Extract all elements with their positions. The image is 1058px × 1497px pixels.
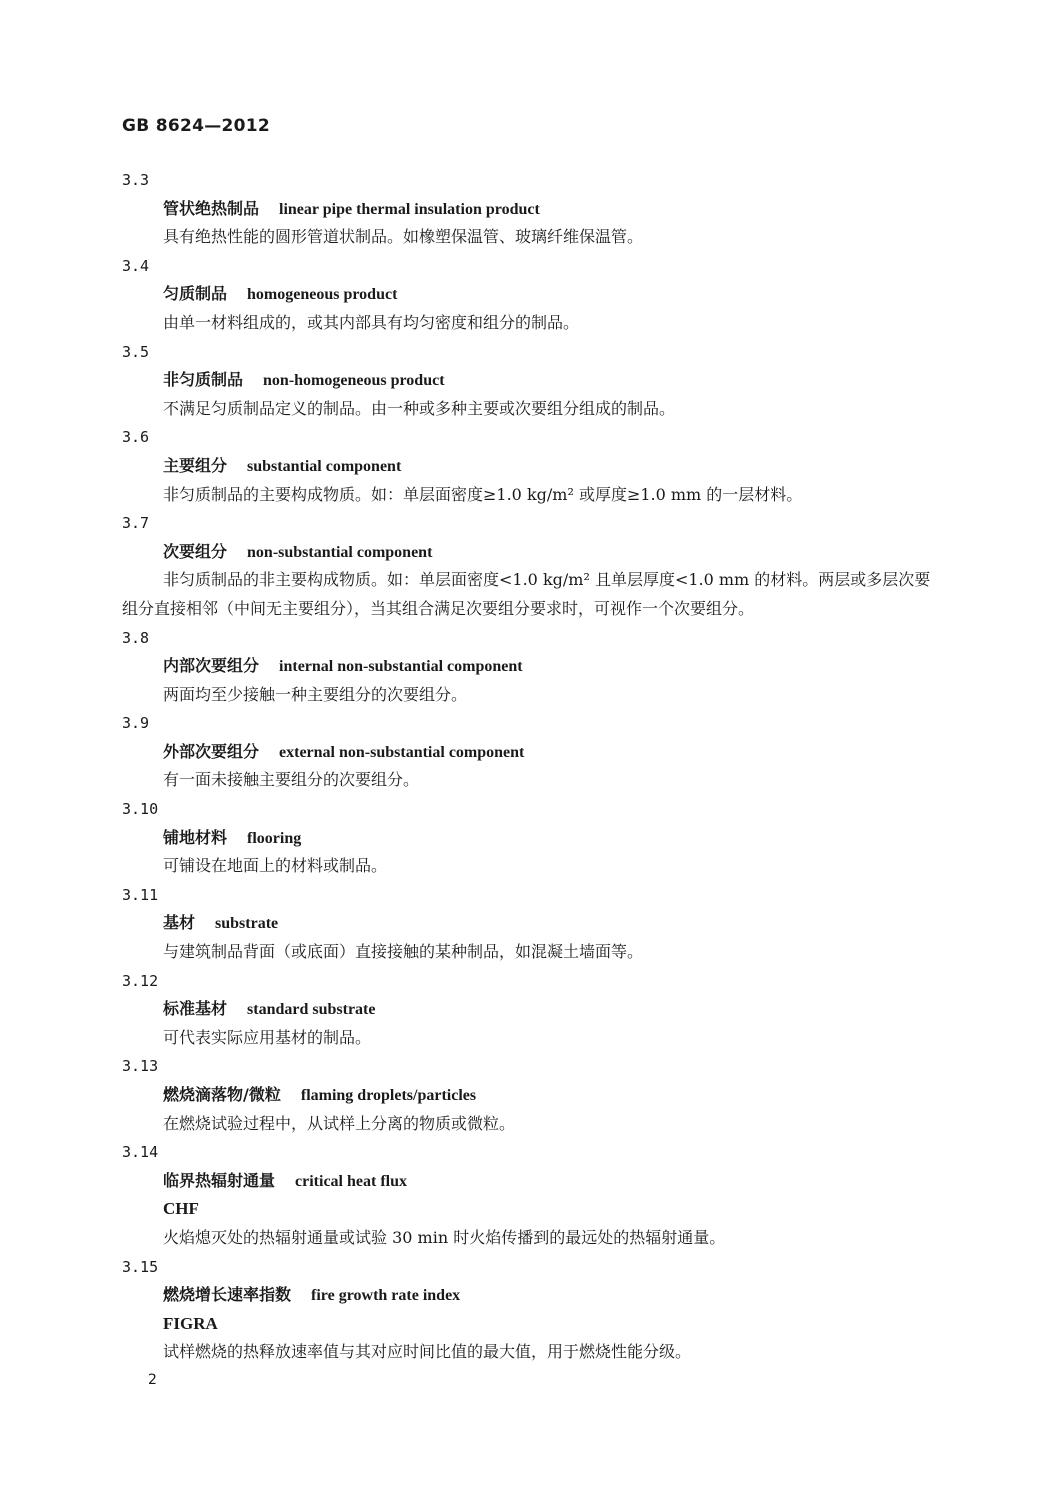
term-en: internal non-substantial component — [279, 658, 523, 676]
clause-number: 3.4 — [122, 256, 150, 275]
term-entry — [0, 423, 1058, 509]
clause-number: 3.9 — [122, 714, 150, 733]
term-heading — [163, 995, 1058, 1024]
term-entry — [0, 967, 1058, 1053]
clause-number: 3.11 — [122, 885, 159, 904]
term-heading — [163, 195, 1058, 224]
term-en: substrate — [215, 915, 279, 933]
term-en: flooring — [247, 829, 302, 847]
term-heading — [163, 1281, 1058, 1310]
term-en: critical heat flux — [295, 1172, 407, 1190]
page-number: 2 — [148, 1372, 157, 1388]
term-heading — [163, 909, 1058, 938]
term-heading — [163, 824, 1058, 853]
term-definition: 非匀质制品的主要构成物质。如：单层面密度≥1.0 kg/m² 或厚度≥1.0 mm 的一层材料。 — [163, 484, 803, 504]
term-zh: 基材 — [163, 913, 196, 933]
term-en: non-substantial component — [247, 543, 433, 561]
term-zh: 燃烧增长速率指数 — [163, 1285, 292, 1305]
term-heading — [163, 1081, 1058, 1110]
clause-number: 3.10 — [122, 800, 159, 819]
term-zh: 标准基材 — [163, 999, 228, 1019]
term-heading — [163, 738, 1058, 767]
term-entry — [0, 881, 1058, 967]
clause-number: 3.5 — [122, 342, 150, 361]
term-en: non-homogeneous product — [263, 372, 445, 390]
clause-number: 3.6 — [122, 428, 150, 447]
term-abbreviation: CHF — [163, 1199, 199, 1219]
clause-number: 3.3 — [122, 171, 150, 189]
term-entry — [0, 1253, 1058, 1367]
term-zh: 铺地材料 — [163, 827, 228, 847]
term-zh: 管状绝热制品 — [163, 198, 260, 218]
term-definition: 可铺设在地面上的材料或制品。 — [163, 856, 388, 876]
term-zh: 内部次要组分 — [163, 656, 260, 676]
term-heading — [163, 366, 1058, 395]
clause-number: 3.15 — [122, 1257, 159, 1276]
term-definition: 可代表实际应用基材的制品。 — [163, 1027, 372, 1047]
term-definition: 与建筑制品背面（或底面）直接接触的某种制品，如混凝土墙面等。 — [163, 942, 644, 962]
term-definition: 由单一材料组成的，或其内部具有均匀密度和组分的制品。 — [163, 312, 580, 332]
term-zh: 主要组分 — [163, 455, 228, 475]
term-zh: 非匀质制品 — [163, 370, 244, 390]
term-en: fire growth rate index — [311, 1287, 461, 1305]
term-zh: 燃烧滴落物/微粒 — [163, 1085, 281, 1104]
term-heading — [163, 1167, 1058, 1196]
clause-number: 3.12 — [122, 971, 159, 990]
term-zh: 外部次要组分 — [163, 741, 260, 761]
term-definition: 两面均至少接触一种主要组分的次要组分。 — [163, 684, 468, 704]
term-entry — [0, 1052, 1058, 1138]
term-entry — [0, 509, 1058, 623]
standard-code-header: GB 8624—2012 — [122, 116, 271, 136]
term-definitions — [0, 166, 1058, 1367]
term-en: external non-substantial component — [279, 743, 525, 761]
term-en: flaming droplets/particles — [300, 1087, 477, 1104]
term-heading — [163, 538, 1058, 567]
term-abbreviation: FIGRA — [163, 1313, 218, 1333]
term-zh: 次要组分 — [163, 541, 228, 561]
term-definition: 非匀质制品的非主要构成物质。如：单层面密度<1.0 kg/m² 且单层厚度<1.0 mm 的材料。两层或多层次要组分直接相邻（中间无主要组分），当其组合满足次要组分要求时，可视作一个次要组分。 — [122, 570, 931, 618]
term-definition: 有一面未接触主要组分的次要组分。 — [163, 770, 420, 790]
term-entry — [0, 709, 1058, 795]
clause-number: 3.13 — [122, 1057, 159, 1076]
term-zh: 匀质制品 — [163, 284, 228, 304]
term-entry — [0, 252, 1058, 338]
term-definition: 在燃烧试验过程中，从试样上分离的物质或微粒。 — [163, 1113, 516, 1133]
term-definition: 试样燃烧的热释放速率值与其对应时间比值的最大值，用于燃烧性能分级。 — [163, 1342, 692, 1362]
term-entry — [0, 338, 1058, 424]
term-heading — [163, 280, 1058, 309]
term-zh: 临界热辐射通量 — [163, 1170, 276, 1190]
term-en: standard substrate — [247, 1001, 376, 1019]
term-entry — [0, 166, 1058, 252]
term-en: substantial component — [247, 457, 402, 475]
clause-number: 3.14 — [122, 1143, 159, 1162]
term-definition: 具有绝热性能的圆形管道状制品。如橡塑保温管、玻璃纤维保温管。 — [163, 227, 644, 247]
term-definition: 不满足匀质制品定义的制品。由一种或多种主要或次要组分组成的制品。 — [163, 398, 676, 418]
term-heading — [163, 452, 1058, 481]
term-heading — [163, 652, 1058, 681]
term-entry — [0, 1138, 1058, 1252]
term-en: linear pipe thermal insulation product — [279, 200, 540, 218]
clause-number: 3.8 — [122, 628, 150, 647]
clause-number: 3.7 — [122, 514, 150, 533]
term-definition: 火焰熄灭处的热辐射通量或试验 30 min 时火焰传播到的最远处的热辐射通量。 — [163, 1227, 726, 1247]
term-entry — [0, 795, 1058, 881]
term-entry — [0, 624, 1058, 710]
term-en: homogeneous product — [247, 286, 398, 304]
